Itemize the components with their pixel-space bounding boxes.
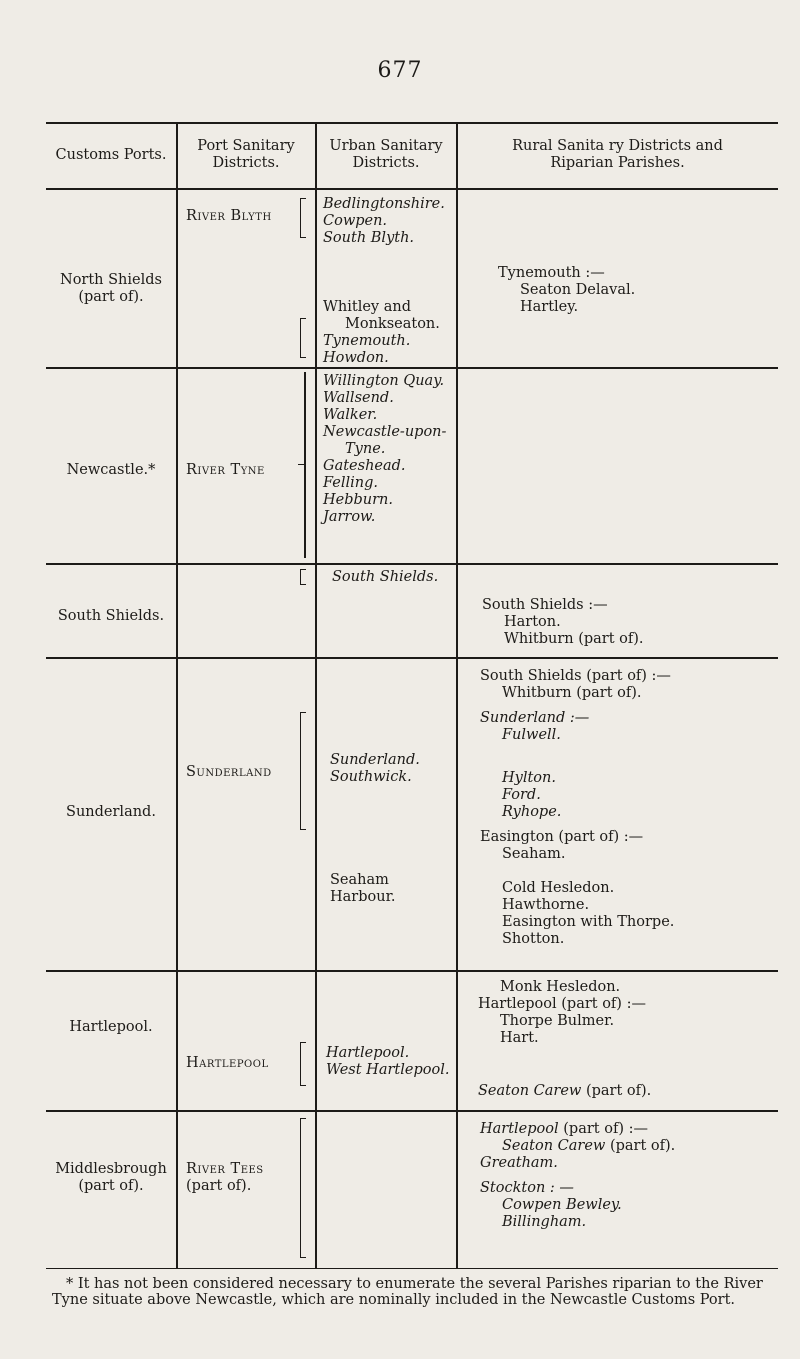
header-rural-sanitary: Rural Sanita ry Districts and Riparian Parishes. <box>512 138 723 171</box>
row-divider <box>46 657 778 659</box>
brace-river-tyne <box>304 372 306 558</box>
urban-hartlepool: Hartlepool. West Hartlepool. <box>326 1045 450 1078</box>
rural-sunderland: South Shields (part of) :— Whitburn (part of). Sunderland :— Fulwell. Hylton. Ford. Ryhope. Easington (part of) :— Seaham. Cold Hesledon. Hawthorne. Easington with Thorpe. Shotton. <box>480 668 675 947</box>
port-south-shields: South Shields. <box>57 608 165 624</box>
port-middlesbrough: Middlesbrough (part of). <box>55 1161 167 1194</box>
brace-hartlepool <box>300 1042 301 1086</box>
rural-north-shields: Tynemouth :— Seaton Delaval. Hartley. <box>498 265 636 315</box>
page-number: 677 <box>377 58 423 83</box>
urban-south-shields: South Shields. <box>332 569 439 585</box>
brace-sunderland <box>300 712 301 830</box>
row-divider <box>46 563 778 565</box>
brace-south-shields <box>300 569 301 585</box>
psd-river-tyne: River Tyne <box>186 462 265 478</box>
brace-tynemouth <box>300 318 301 358</box>
column-divider <box>456 123 458 1268</box>
psd-sunderland: Sunderland <box>186 764 272 780</box>
brace-river-tyne-tick <box>298 464 304 465</box>
footnote: * It has not been considered necessary to enumerate the several Parishes riparian to the River Tyne situate above Newcastle, which are nominally included in the Newcastle Customs Port. <box>52 1276 763 1308</box>
urban-newcastle: Willington Quay. Wallsend. Walker. Newcastle-upon- Tyne. Gateshead. Felling. Hebburn. Jarrow. <box>323 373 447 525</box>
port-hartlepool: Hartlepool. <box>69 1019 153 1035</box>
port-north-shields: North Shields (part of). <box>60 272 162 305</box>
header-urban-sanitary: Urban Sanitary Districts. <box>329 138 443 171</box>
urban-sunderland: Sunderland. Southwick. Seaham Harbour. <box>330 752 420 905</box>
port-newcastle: Newcastle.* <box>66 462 156 478</box>
psd-river-blyth: River Blyth <box>186 208 272 224</box>
header-port-sanitary: Port Sanitary Districts. <box>197 138 295 171</box>
rural-middlesbrough: Hartlepool (part of) :— Seaton Carew (part of). Greatham. Stockton : — Cowpen Bewley. Billingham. <box>480 1121 676 1230</box>
row-divider <box>46 1110 778 1112</box>
table-bottom-rule <box>46 1268 778 1269</box>
rural-hartlepool: Monk Hesledon. Hartlepool (part of) :— Thorpe Bulmer. Hart. Seaton Carew (part of). <box>478 979 652 1099</box>
column-divider <box>315 123 317 1268</box>
port-sunderland: Sunderland. <box>66 804 156 820</box>
table-top-rule <box>46 122 778 124</box>
rural-south-shields: South Shields :— Harton. Whitburn (part of). <box>482 597 644 647</box>
urban-north-shields: Bedlingtonshire. Cowpen. South Blyth. Whitley and Monkseaton. Tynemouth. Howdon. <box>323 196 445 366</box>
psd-river-tees: River Tees (part of). <box>186 1161 264 1194</box>
brace-river-blyth <box>300 198 301 238</box>
header-customs-ports: Customs Ports. <box>55 147 167 163</box>
psd-hartlepool: Hartlepool <box>186 1055 269 1071</box>
row-divider <box>46 970 778 972</box>
row-divider <box>46 367 778 369</box>
brace-river-tees <box>300 1118 301 1258</box>
header-bottom-rule <box>46 188 778 190</box>
column-divider <box>176 123 178 1268</box>
